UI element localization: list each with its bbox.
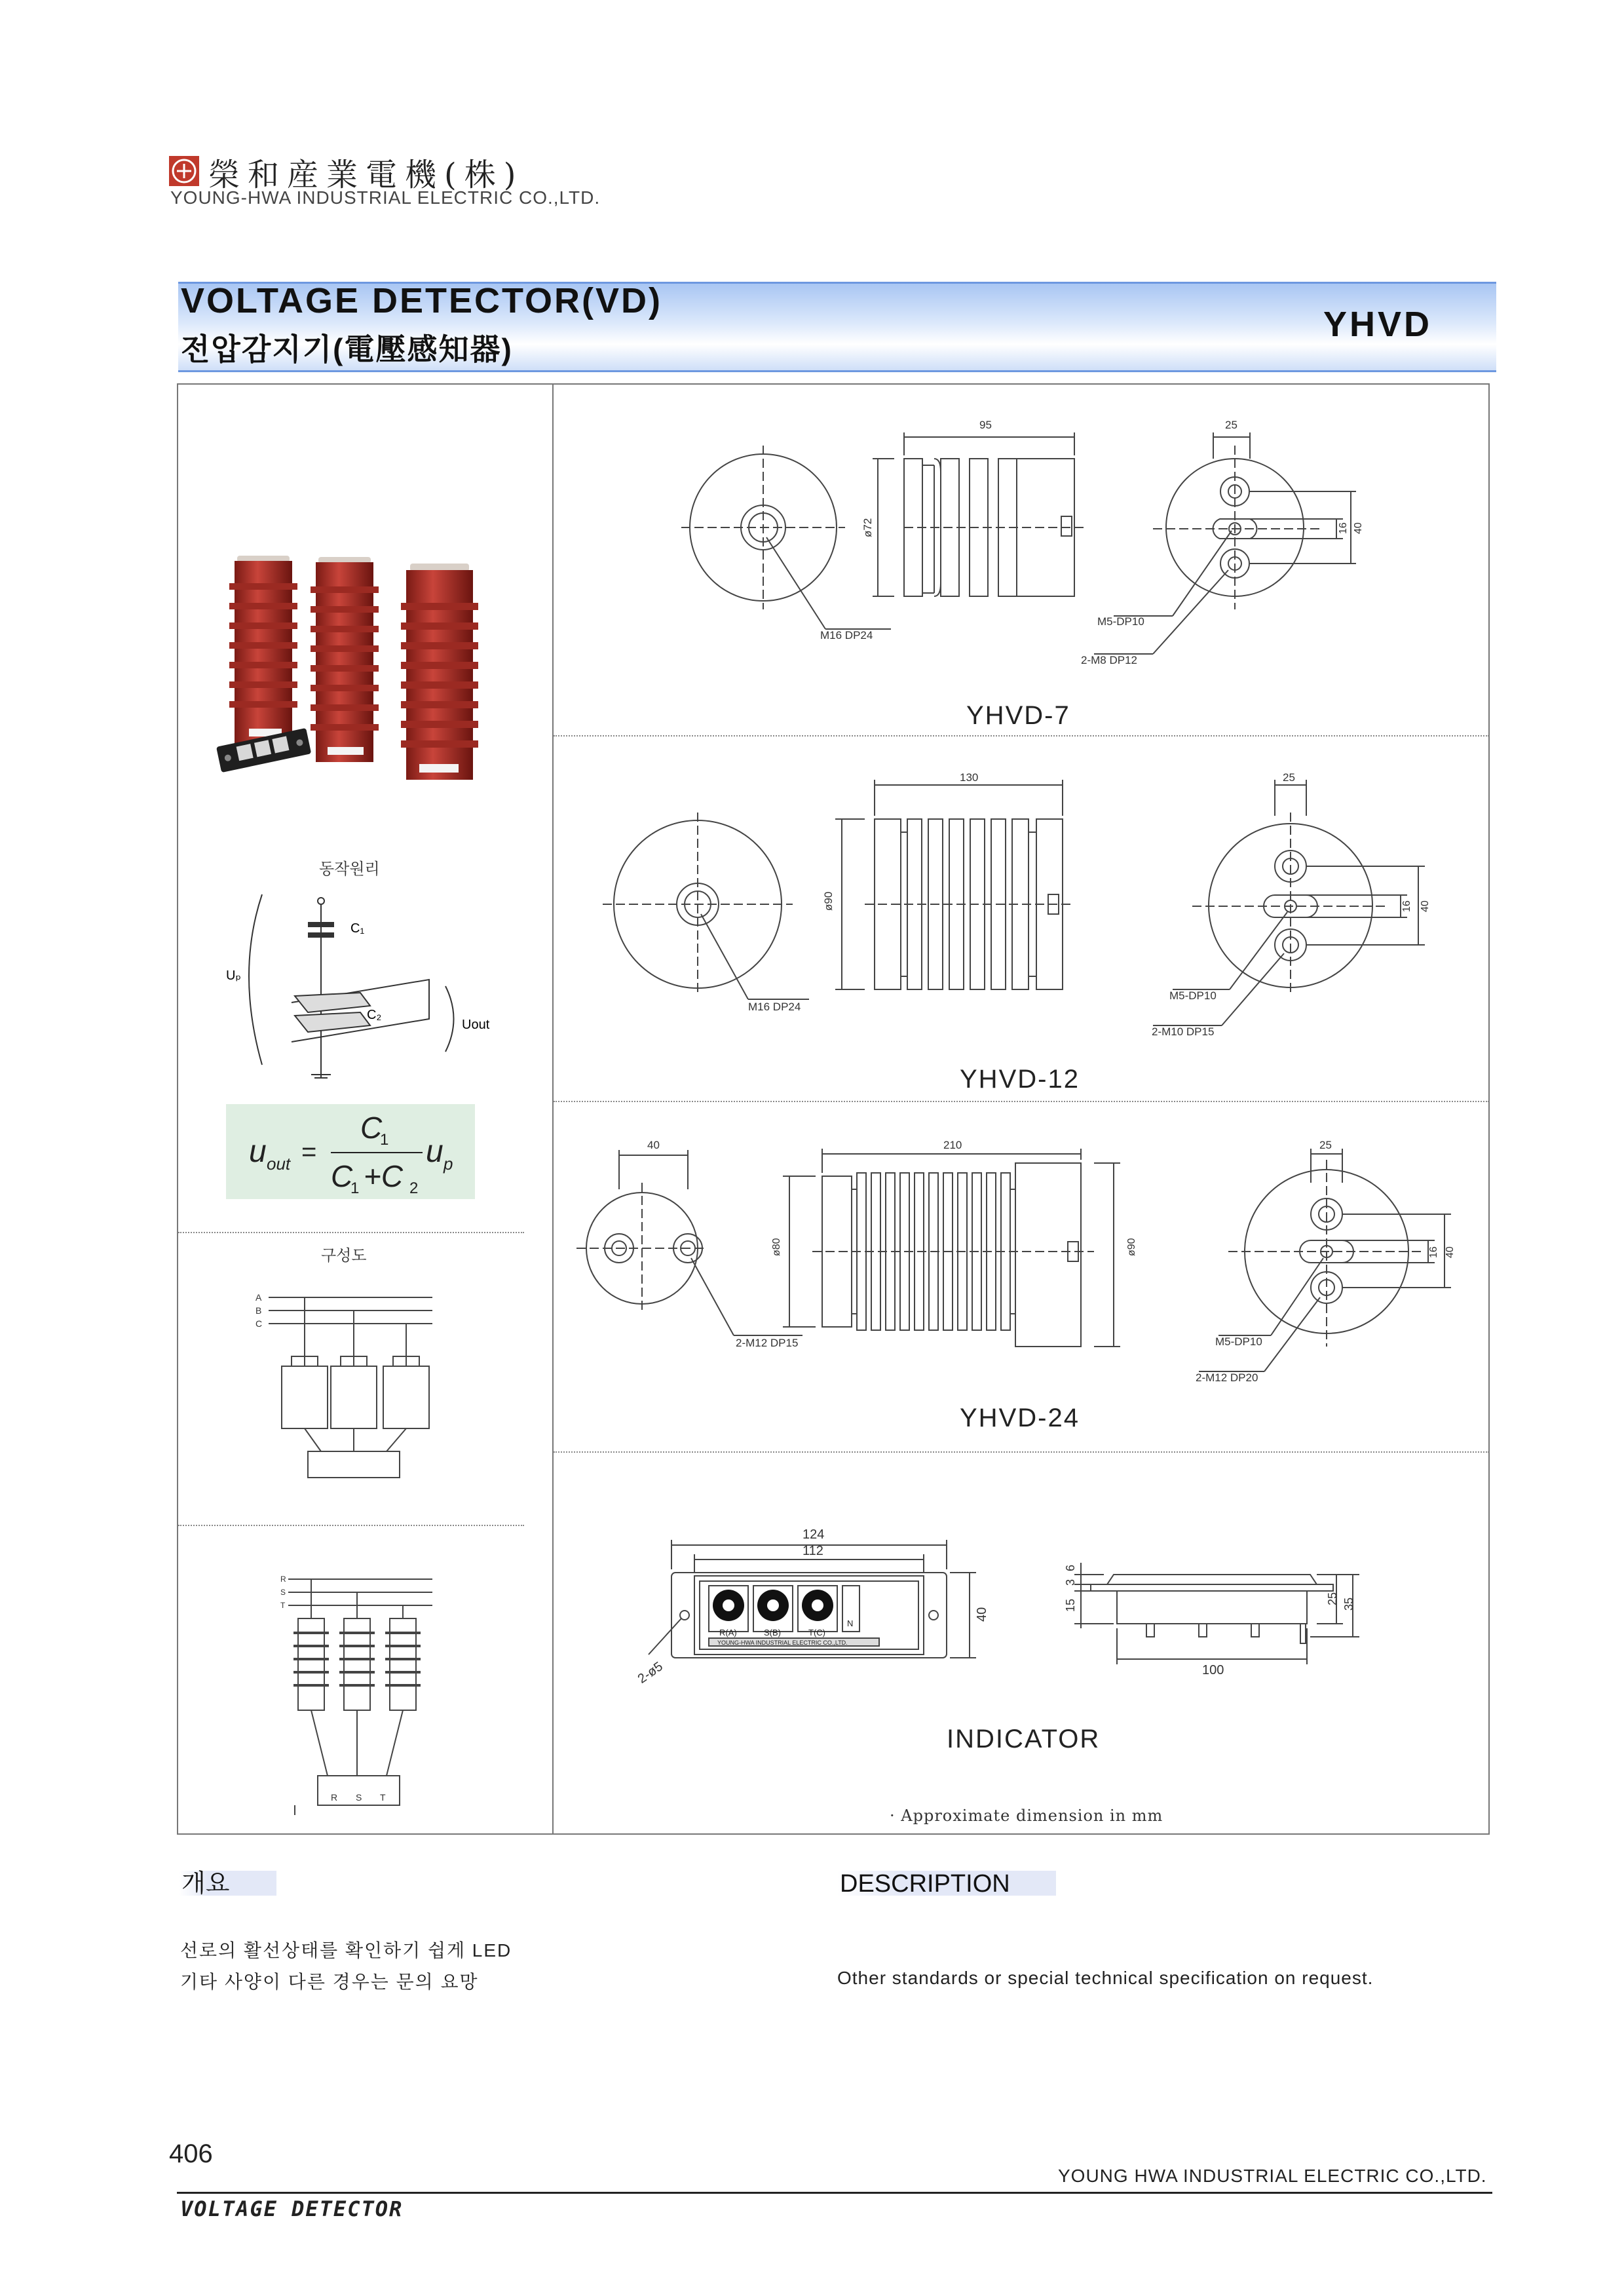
svg-text:C: C xyxy=(331,1159,353,1193)
formula-box xyxy=(226,1104,475,1199)
svg-text:R(A): R(A) xyxy=(719,1628,737,1637)
description-tab: DESCRIPTION xyxy=(837,1871,1056,1896)
indicator-caption: INDICATOR xyxy=(947,1725,1101,1753)
svg-text:25: 25 xyxy=(1319,1139,1332,1151)
svg-text:+C: +C xyxy=(364,1159,404,1193)
left-separator xyxy=(178,1525,524,1526)
svg-text:124: 124 xyxy=(803,1527,825,1542)
company-logo-icon xyxy=(169,156,199,186)
svg-text:N: N xyxy=(847,1618,854,1628)
indicator-drawing xyxy=(622,1514,1435,1697)
construction-diagram xyxy=(249,1284,472,1501)
up-label: Uₚ xyxy=(226,968,242,983)
svg-text:out: out xyxy=(267,1154,291,1174)
uout-label: Uout xyxy=(462,1018,490,1032)
svg-text:S: S xyxy=(280,1588,286,1597)
c1-label: C₁ xyxy=(350,921,365,936)
drawing-separator xyxy=(554,1451,1489,1453)
svg-text:2-ø5: 2-ø5 xyxy=(635,1659,666,1687)
svg-text:ø72: ø72 xyxy=(861,518,874,537)
capacitive-divider-formula xyxy=(226,1104,475,1199)
yhvd24-drawing xyxy=(576,1130,1481,1406)
drawing-separator xyxy=(554,735,1489,737)
svg-text:112: 112 xyxy=(803,1544,823,1558)
yhvd7-drawing xyxy=(681,406,1435,695)
svg-text:YOUNG-HWA INDUSTRIAL ELECTRIC: YOUNG-HWA INDUSTRIAL ELECTRIC CO.,LTD. xyxy=(717,1639,848,1646)
yhvd7-caption: YHVD-7 xyxy=(966,701,1070,730)
svg-text:3: 3 xyxy=(1064,1578,1077,1586)
svg-text:S(B): S(B) xyxy=(764,1628,781,1637)
svg-text:T(C): T(C) xyxy=(808,1628,825,1637)
svg-text:35: 35 xyxy=(1342,1597,1355,1611)
svg-text:T: T xyxy=(280,1601,286,1610)
svg-text:95: 95 xyxy=(979,419,992,431)
company-name-english: YOUNG-HWA INDUSTRIAL ELECTRIC CO.,LTD. xyxy=(170,187,601,208)
svg-text:16: 16 xyxy=(1428,1246,1439,1258)
svg-text:M16 DP24: M16 DP24 xyxy=(820,629,873,641)
footer-section-title: VOLTAGE DETECTOR xyxy=(180,2196,404,2221)
svg-text:1: 1 xyxy=(350,1179,360,1197)
svg-text:2-M10 DP15: 2-M10 DP15 xyxy=(1152,1025,1215,1038)
left-separator xyxy=(178,1232,524,1233)
svg-text:T: T xyxy=(380,1792,386,1803)
svg-text:R: R xyxy=(331,1792,338,1803)
yhvd12-drawing xyxy=(603,767,1441,1055)
svg-text:1: 1 xyxy=(380,1131,389,1149)
svg-text:40: 40 xyxy=(1353,522,1364,534)
c2-label: C₂ xyxy=(367,1008,382,1022)
frame-divider xyxy=(552,383,554,1835)
product-title-english: VOLTAGE DETECTOR(VD) xyxy=(181,281,662,320)
construction-title: 구성도 xyxy=(321,1247,367,1265)
svg-text:40: 40 xyxy=(1420,900,1431,912)
yhvd12-caption: YHVD-12 xyxy=(960,1065,1080,1094)
svg-text:16: 16 xyxy=(1338,522,1349,534)
svg-text:40: 40 xyxy=(647,1139,660,1151)
product-photo xyxy=(197,537,511,799)
product-title-korean: 전압감지기(電壓感知器) xyxy=(181,332,513,366)
svg-text:2-M8 DP12: 2-M8 DP12 xyxy=(1081,654,1137,666)
yhvd24-caption: YHVD-24 xyxy=(960,1404,1080,1432)
svg-text:M5-DP10: M5-DP10 xyxy=(1097,615,1144,628)
overview-tab: 개요 xyxy=(179,1871,276,1896)
svg-text:40: 40 xyxy=(975,1607,989,1622)
svg-text:R: R xyxy=(280,1575,286,1584)
svg-text:C: C xyxy=(255,1318,263,1329)
svg-text:S: S xyxy=(356,1792,362,1803)
svg-text:M16 DP24: M16 DP24 xyxy=(748,1001,801,1013)
svg-text:210: 210 xyxy=(943,1139,962,1151)
footer-company: YOUNG HWA INDUSTRIAL ELECTRIC CO.,LTD. xyxy=(1058,2166,1487,2186)
svg-text:130: 130 xyxy=(960,771,979,784)
svg-text:=: = xyxy=(301,1138,317,1166)
overview-line: 선로의 활선상태를 확인하기 쉽게 LED xyxy=(180,1940,512,1961)
svg-text:u: u xyxy=(426,1134,444,1169)
svg-text:ø90: ø90 xyxy=(1126,1238,1137,1256)
svg-text:u: u xyxy=(249,1134,267,1169)
footer-rule xyxy=(177,2192,1492,2194)
svg-text:C: C xyxy=(360,1111,383,1145)
svg-text:25: 25 xyxy=(1326,1592,1339,1605)
svg-text:2: 2 xyxy=(409,1179,419,1197)
insulator-medium xyxy=(311,557,379,762)
insulator-small xyxy=(229,556,297,744)
svg-text:2-M12 DP20: 2-M12 DP20 xyxy=(1196,1371,1258,1384)
svg-text:6: 6 xyxy=(1064,1564,1077,1571)
principle-title: 동작원리 xyxy=(319,860,380,878)
svg-text:25: 25 xyxy=(1283,771,1295,784)
svg-text:M5-DP10: M5-DP10 xyxy=(1169,989,1217,1002)
model-code: YHVD xyxy=(1323,305,1433,344)
drawing-separator xyxy=(554,1101,1489,1102)
svg-text:p: p xyxy=(444,1154,453,1174)
page-number: 406 xyxy=(169,2139,213,2168)
svg-text:ø90: ø90 xyxy=(822,891,835,911)
insulator-large xyxy=(401,564,478,780)
svg-text:100: 100 xyxy=(1202,1663,1224,1677)
svg-text:2-M12 DP15: 2-M12 DP15 xyxy=(736,1337,799,1349)
svg-text:ø80: ø80 xyxy=(771,1238,782,1256)
svg-text:16: 16 xyxy=(1401,900,1412,912)
svg-text:B: B xyxy=(255,1305,262,1316)
dimension-footnote: · Approximate dimension in mm xyxy=(890,1807,1163,1825)
svg-text:15: 15 xyxy=(1064,1598,1077,1612)
svg-text:M5-DP10: M5-DP10 xyxy=(1215,1335,1262,1348)
overview-line: 기타 사양이 다른 경우는 문의 요망 xyxy=(180,1972,479,1992)
svg-text:40: 40 xyxy=(1445,1246,1456,1258)
description-text: Other standards or special technical specification on request. xyxy=(837,1968,1374,1988)
svg-text:A: A xyxy=(255,1292,262,1303)
svg-text:25: 25 xyxy=(1225,419,1237,431)
principle-diagram xyxy=(210,881,511,1078)
company-name-korean: 榮和産業電機(株) xyxy=(208,157,524,193)
wiring-diagram xyxy=(275,1566,472,1822)
